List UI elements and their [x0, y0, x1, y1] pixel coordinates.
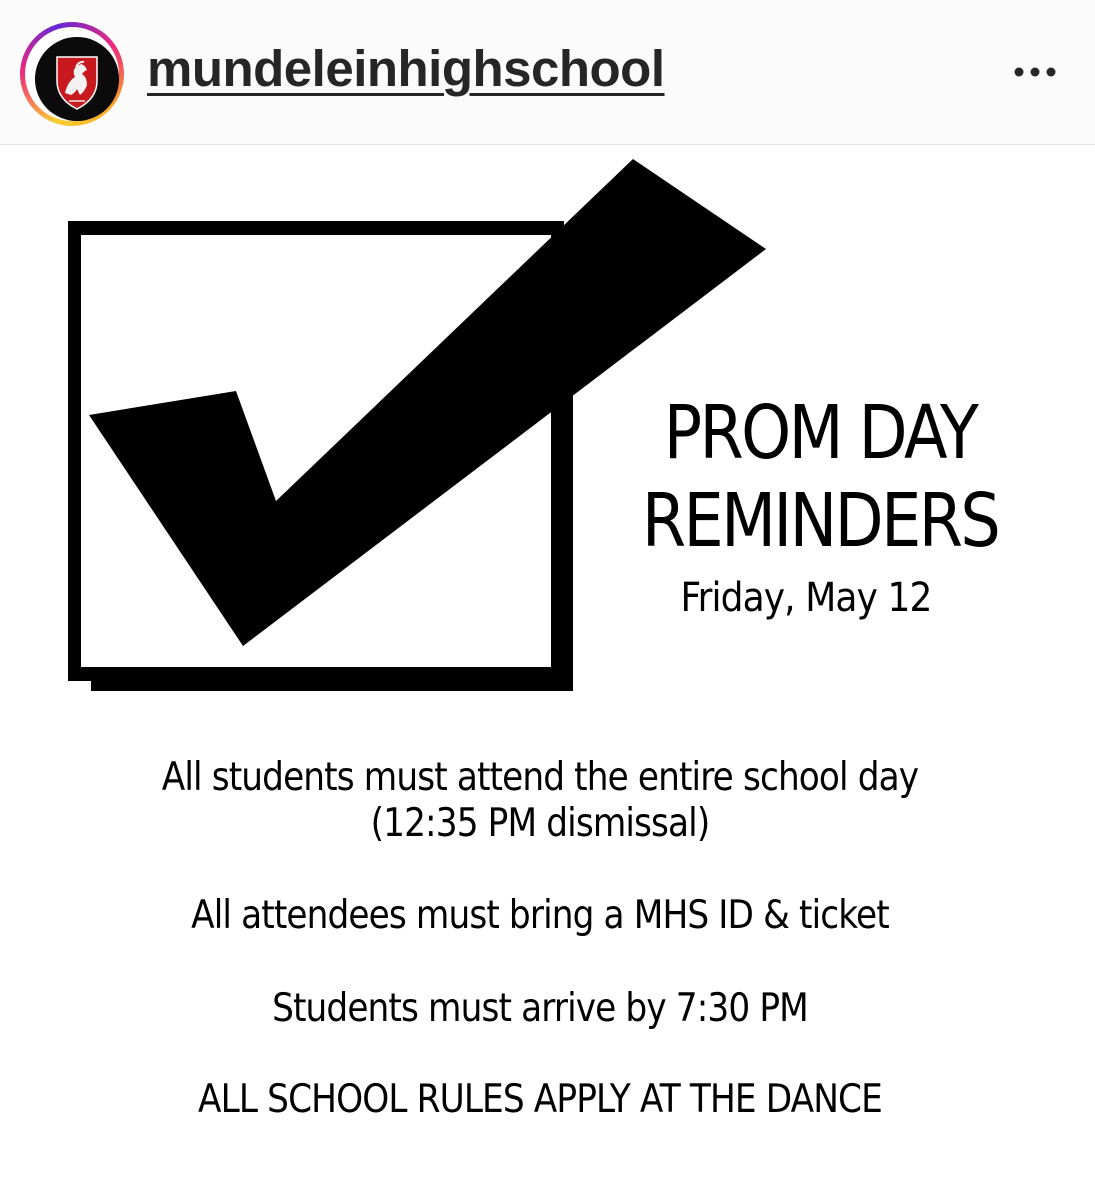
headline [605, 389, 1035, 565]
reminder-rules: ALL SCHOOL RULES APPLY AT THE DANCE [198, 1077, 882, 1122]
headline-line-2: REMINDERS [641, 478, 999, 564]
username-link[interactable]: mundeleinhighschool [147, 40, 665, 97]
school-crest-icon[interactable] [35, 37, 119, 121]
post-header [0, 0, 1095, 145]
story-ring-gap [25, 27, 119, 121]
headline-line-1: PROM DAY [663, 390, 977, 476]
story-ring[interactable] [20, 22, 124, 126]
reminder-arrival: Students must arrive by 7:30 PM [272, 986, 808, 1031]
more-options-icon[interactable] [1005, 52, 1065, 92]
post-image [0, 145, 1095, 1200]
event-date: Friday, May 12 [680, 575, 932, 621]
reminder-attendance: All students must attend the entire school day [161, 755, 919, 800]
reminder-dismissal: (12:35 PM dismissal) [370, 801, 710, 846]
reminder-id-ticket: All attendees must bring a MHS ID & ticket [191, 893, 889, 938]
